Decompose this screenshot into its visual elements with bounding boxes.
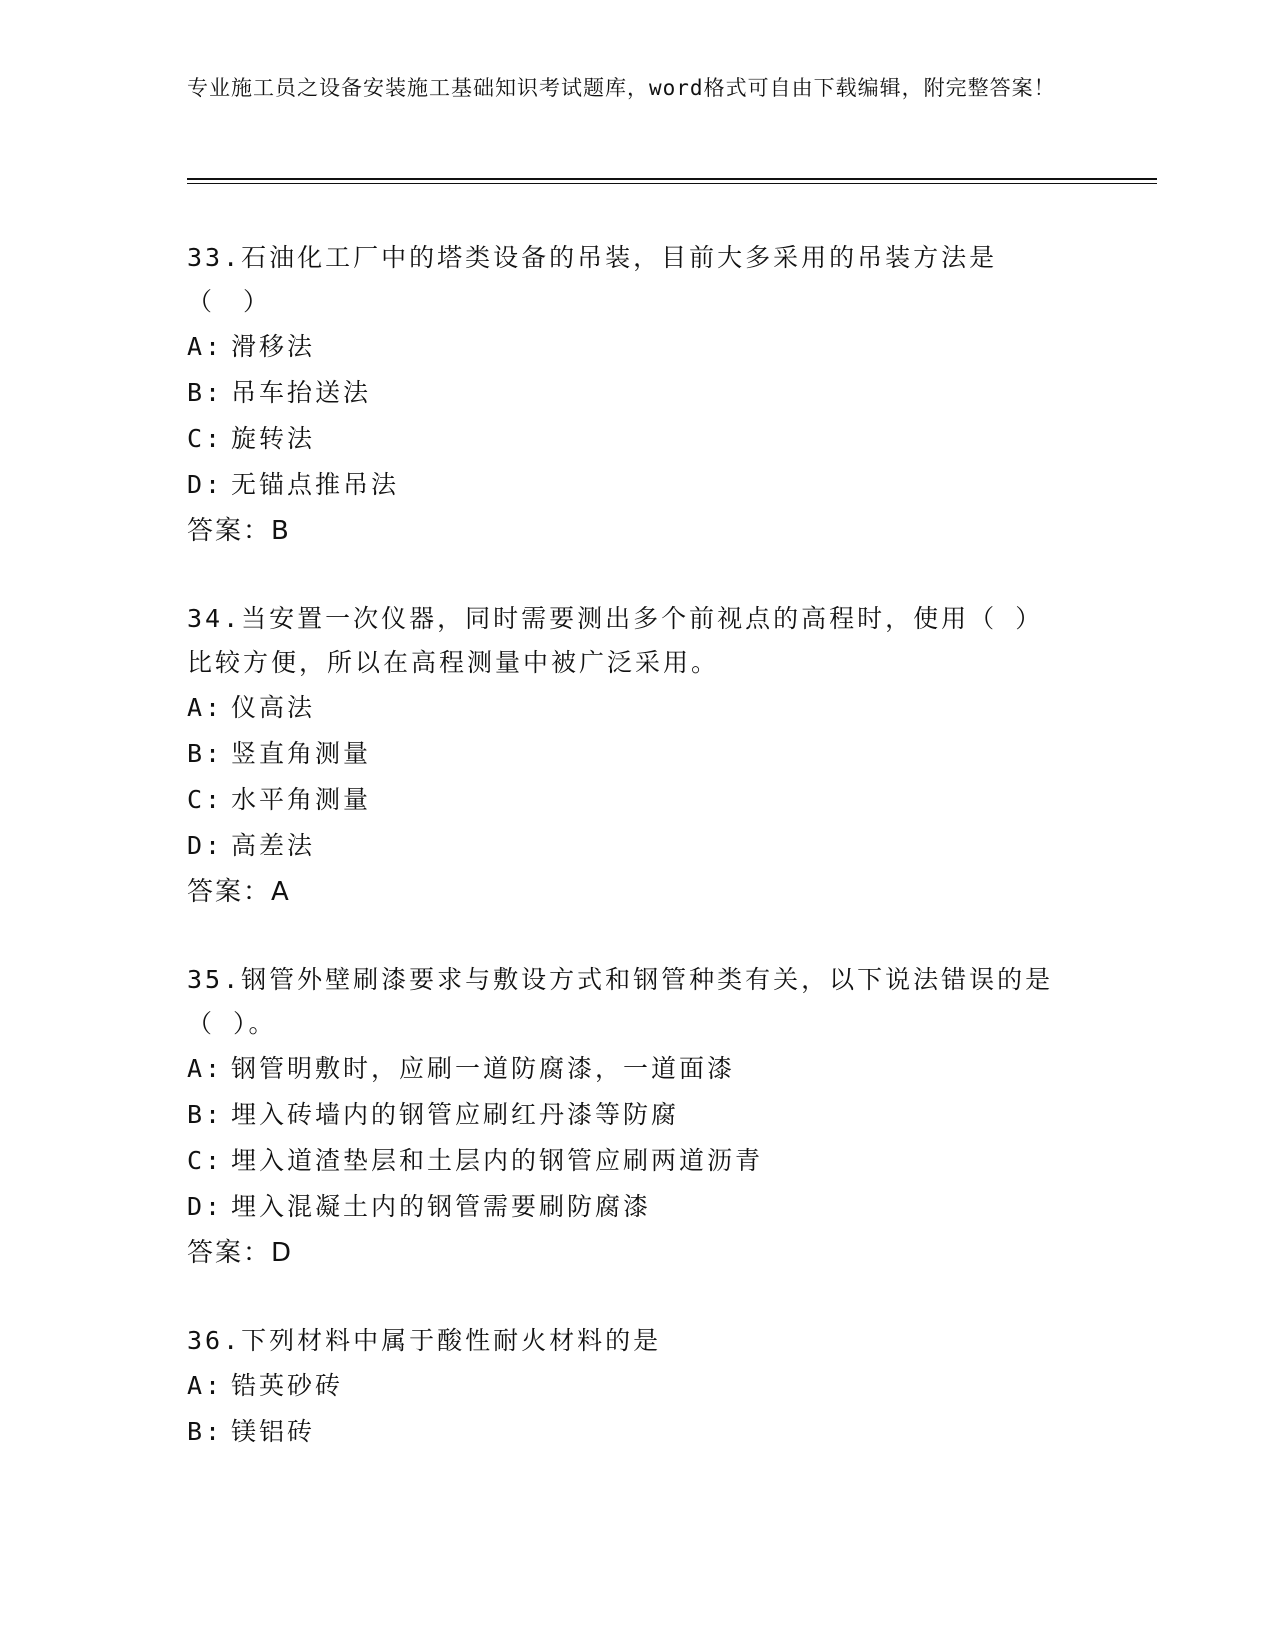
- option-letter: A:: [187, 693, 224, 722]
- option-text: 埋入砖墙内的钢管应刷红丹漆等防腐: [231, 1100, 680, 1129]
- option-c: [187, 777, 1087, 823]
- header-divider-thick: [187, 178, 1157, 180]
- option-text: 吊车抬送法: [231, 378, 372, 407]
- option-text: 埋入混凝土内的钢管需要刷防腐漆: [231, 1192, 652, 1221]
- option-a: [187, 685, 1087, 731]
- answer-label: 答案：B: [187, 516, 291, 546]
- option-text: 仪高法: [231, 693, 316, 722]
- option-text: 钢管明敷时，应刷一道防腐漆，一道面漆: [231, 1054, 736, 1083]
- option-letter: A:: [187, 1054, 224, 1083]
- option-letter: D:: [187, 831, 224, 860]
- option-b: [187, 1092, 1087, 1138]
- question-stem: 33.石油化工厂中的塔类设备的吊装，目前大多采用的吊装方法是（ ）: [187, 243, 998, 316]
- question-stem: 34.当安置一次仪器，同时需要测出多个前视点的高程时，使用（ ）比较方便，所以在高程测量中被广泛采用。: [187, 604, 1044, 677]
- question-35: [187, 958, 1087, 1276]
- option-d: [187, 1184, 1087, 1230]
- option-b: [187, 1409, 1087, 1455]
- option-letter: C:: [187, 424, 224, 453]
- option-text: 无锚点推吊法: [231, 470, 400, 499]
- question-34: [187, 597, 1087, 915]
- option-text: 旋转法: [231, 424, 316, 453]
- option-a: [187, 1363, 1087, 1409]
- option-c: [187, 416, 1087, 462]
- option-text: 竖直角测量: [231, 739, 372, 768]
- option-b: [187, 370, 1087, 416]
- answer-label: 答案：A: [187, 877, 291, 907]
- question-list: [187, 236, 1087, 1498]
- option-d: [187, 462, 1087, 508]
- option-text: 高差法: [231, 831, 316, 860]
- document-header: 专业施工员之设备安装施工基础知识考试题库，word格式可自由下载编辑，附完整答案！: [187, 76, 1056, 100]
- option-letter: C:: [187, 785, 224, 814]
- option-d: [187, 823, 1087, 869]
- option-letter: B:: [187, 1417, 224, 1446]
- header-divider-thin: [187, 183, 1157, 184]
- option-a: [187, 324, 1087, 370]
- option-text: 锆英砂砖: [231, 1371, 344, 1400]
- option-text: 埋入道渣垫层和土层内的钢管应刷两道沥青: [231, 1146, 764, 1175]
- option-letter: B:: [187, 1100, 224, 1129]
- option-letter: D:: [187, 1192, 224, 1221]
- option-letter: A:: [187, 1371, 224, 1400]
- question-36: [187, 1319, 1087, 1455]
- question-stem: 35.钢管外壁刷漆要求与敷设方式和钢管种类有关，以下说法错误的是（ ）。: [187, 965, 1054, 1038]
- option-text: 水平角测量: [231, 785, 372, 814]
- question-stem: 36.下列材料中属于酸性耐火材料的是: [187, 1326, 662, 1355]
- option-letter: C:: [187, 1146, 224, 1175]
- option-text: 滑移法: [231, 332, 316, 361]
- option-letter: D:: [187, 470, 224, 499]
- option-b: [187, 731, 1087, 777]
- question-33: [187, 236, 1087, 554]
- option-text: 镁铝砖: [231, 1417, 316, 1446]
- option-letter: B:: [187, 739, 224, 768]
- option-c: [187, 1138, 1087, 1184]
- option-a: [187, 1046, 1087, 1092]
- option-letter: A:: [187, 332, 224, 361]
- answer-label: 答案：D: [187, 1238, 294, 1268]
- option-letter: B:: [187, 378, 224, 407]
